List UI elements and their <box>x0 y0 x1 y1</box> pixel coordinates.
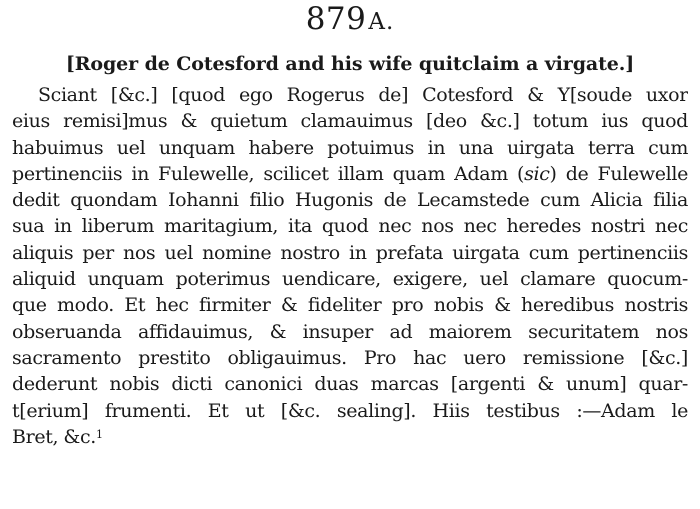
footnote-marker: 1 <box>95 427 103 441</box>
body-line-5: dedit quondam Iohanni filio Hugonis de Lecamstede cum Alicia filia <box>12 189 688 212</box>
charter-body <box>12 82 688 450</box>
charter-number-suffix: A. <box>368 9 395 35</box>
body-line-13: t[erium] frumenti. Et ut [&c. sealing]. Hiis testibus :—Adam le <box>12 399 688 422</box>
sic-close-paren: ) <box>549 162 557 185</box>
body-line-2: eius remisi]mus & quietum clamauimus [deo &c.] totum ius quod <box>12 110 688 133</box>
body-line-4 <box>12 161 688 187</box>
body-line-14 <box>12 424 688 450</box>
body-line-4-start: pertinenciis in Fulewelle, scilicet illam quam Adam <box>12 162 508 185</box>
body-line-12: dederunt nobis dicti canonici duas marcas [argenti & unum] quar- <box>12 373 688 396</box>
sic-open-paren: ( <box>517 162 525 185</box>
body-line-7: aliquis per nos uel nomine nostro in prefata uirgata cum pertinenciis <box>12 241 688 264</box>
body-line-3: habuimus uel unquam habere potuimus in una uirgata terra cum <box>12 136 688 159</box>
body-line-8: aliquid unquam poterimus uendicare, exigere, uel clamare quocum- <box>12 268 688 291</box>
body-line-10: obseruanda affidauimus, & insuper ad maiorem securitatem nos <box>12 320 688 343</box>
body-line-14-text: Bret, &c. <box>12 425 96 448</box>
charter-number-value: 879 <box>305 1 367 37</box>
document-page <box>0 2 700 509</box>
body-line-11: sacramento prestito obligauimus. Pro hac uero remissione [&c.] <box>12 346 688 369</box>
body-line-9: que modo. Et hec firmiter & fideliter pro nobis & heredibus nostris <box>12 294 688 317</box>
sic-annotation: sic <box>524 162 550 185</box>
charter-heading: [Roger de Cotesford and his wife quitclaim a virgate.] <box>65 53 635 75</box>
body-line-1: Sciant [&c.] [quod ego Rogerus de] Cotesford & Y[soude uxor <box>38 84 688 106</box>
body-line-6: sua in liberum maritagium, ita quod nec nos nec heredes nostri nec <box>12 215 688 238</box>
body-line-4-end: de Fulewelle <box>565 162 688 185</box>
charter-number <box>12 2 688 39</box>
